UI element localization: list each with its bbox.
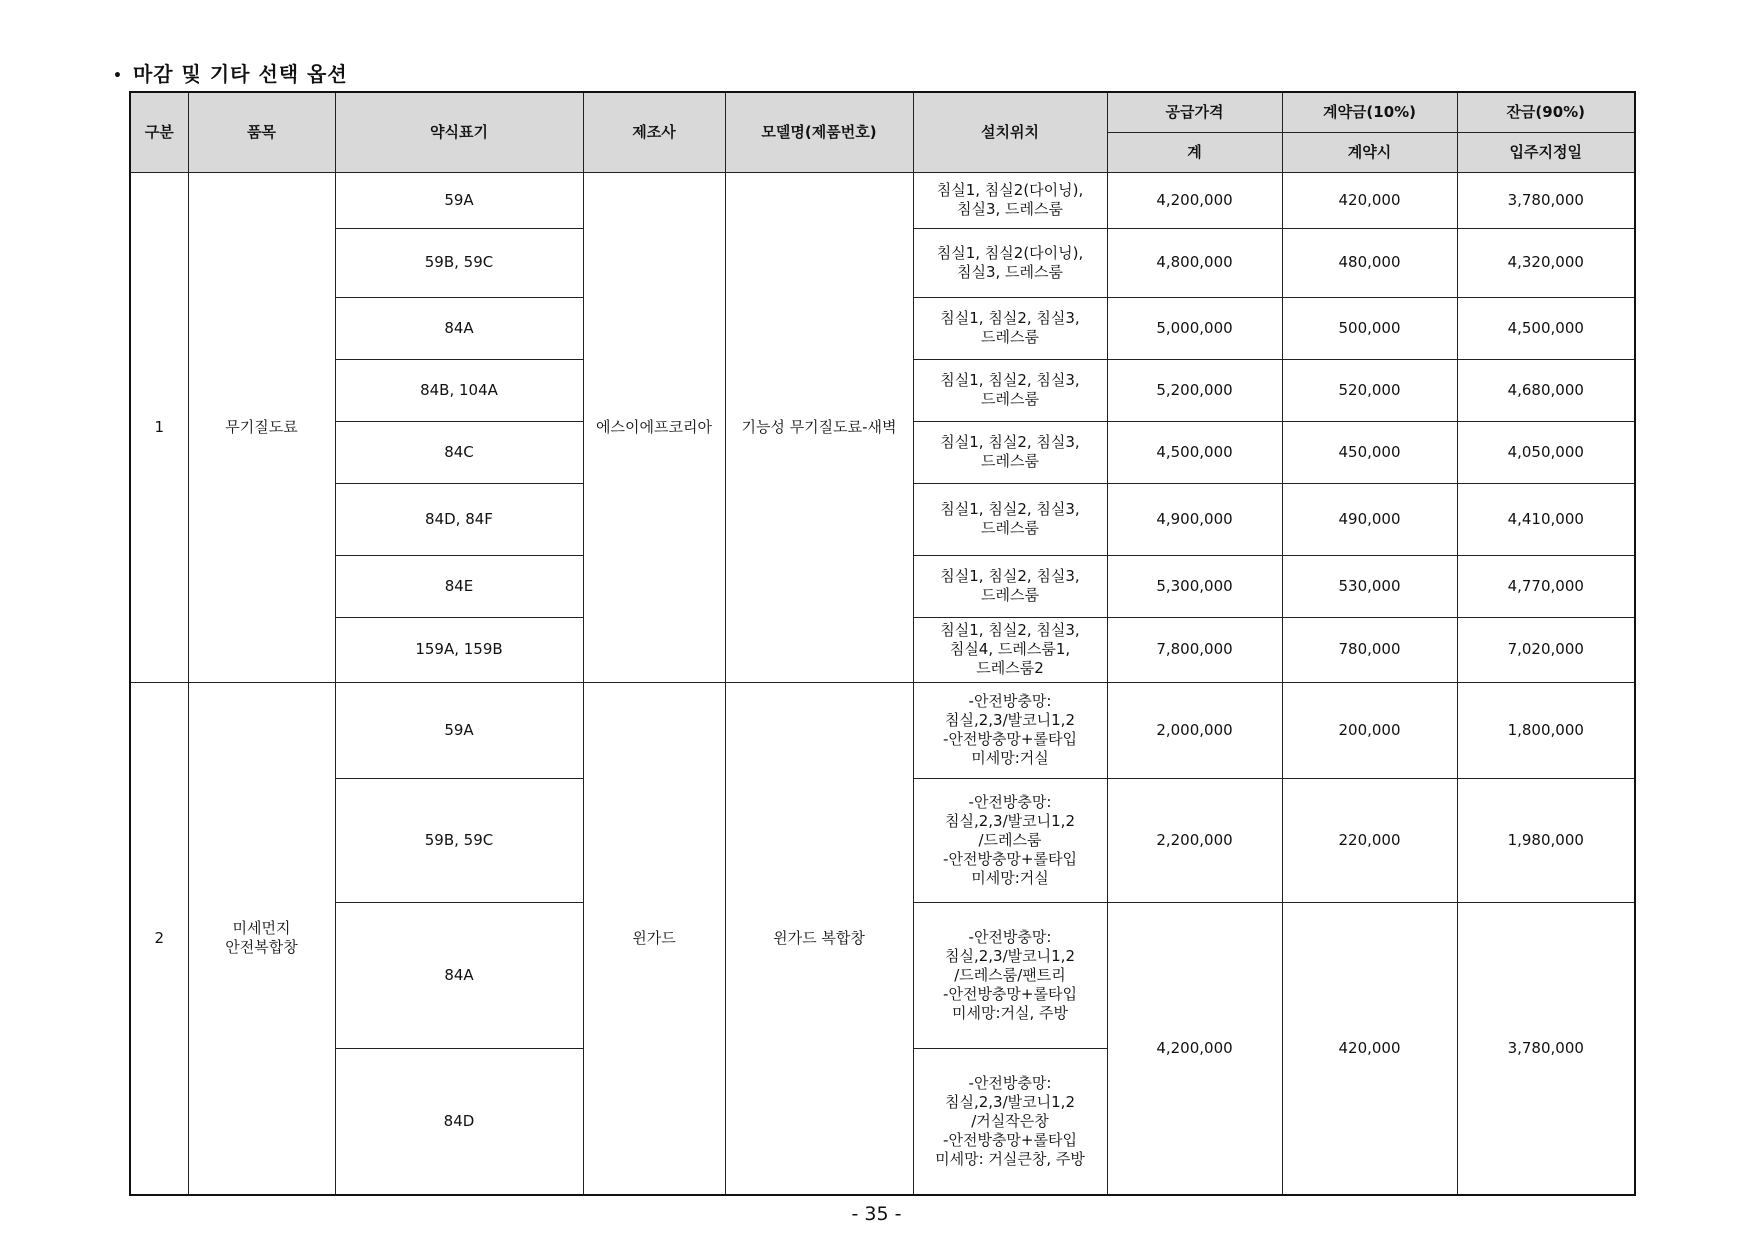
header-location: 설치위치	[913, 92, 1107, 172]
group-item: 미세먼지 안전복합창	[188, 682, 335, 1195]
location-cell: 침실1, 침실2(다이닝), 침실3, 드레스룸	[913, 172, 1107, 228]
location-cell: -안전방충망: 침실,2,3/발코니1,2 /드레스룸/팬트리 -안전방충망+롤타입 미세망:거실, 주방	[913, 902, 1107, 1048]
header-model: 모델명(제품번호)	[725, 92, 913, 172]
location-cell: 침실1, 침실2, 침실3, 드레스룸	[913, 297, 1107, 359]
deposit-cell: 530,000	[1282, 555, 1457, 617]
balance-cell: 4,320,000	[1457, 228, 1635, 297]
location-cell: 침실1, 침실2(다이닝), 침실3, 드레스룸	[913, 228, 1107, 297]
header-deposit: 계약금(10%)	[1282, 92, 1457, 132]
type-cell: 59B, 59C	[335, 228, 583, 297]
price-cell: 2,200,000	[1107, 778, 1282, 902]
deposit-cell: 490,000	[1282, 483, 1457, 555]
header-item: 품목	[188, 92, 335, 172]
price-cell: 4,200,000	[1107, 172, 1282, 228]
subheader-at-contract: 계약시	[1282, 132, 1457, 172]
header-balance: 잔금(90%)	[1457, 92, 1635, 132]
deposit-cell: 780,000	[1282, 617, 1457, 682]
maker-cell: 에스이에프코리아	[583, 172, 725, 682]
price-cell: 5,300,000	[1107, 555, 1282, 617]
balance-cell: 4,770,000	[1457, 555, 1635, 617]
group-number: 1	[130, 172, 188, 682]
header-supply-price: 공급가격	[1107, 92, 1282, 132]
model-cell: 윈가드 복합창	[725, 682, 913, 1195]
location-cell: 침실1, 침실2, 침실3, 드레스룸	[913, 555, 1107, 617]
type-cell: 59A	[335, 172, 583, 228]
section-heading	[113, 58, 348, 87]
balance-cell: 4,050,000	[1457, 421, 1635, 483]
model-cell: 기능성 무기질도료-새벽	[725, 172, 913, 682]
maker-cell: 윈가드	[583, 682, 725, 1195]
options-table	[129, 91, 1636, 1196]
page-number: - 35 -	[851, 1203, 902, 1225]
balance-cell: 3,780,000	[1457, 172, 1635, 228]
header-maker: 제조사	[583, 92, 725, 172]
bullet-icon: •	[113, 67, 123, 84]
type-cell: 84C	[335, 421, 583, 483]
type-cell: 84A	[335, 297, 583, 359]
deposit-cell: 500,000	[1282, 297, 1457, 359]
type-cell: 84D, 84F	[335, 483, 583, 555]
type-cell: 84A	[335, 902, 583, 1048]
subheader-move-in-date: 입주지정일	[1457, 132, 1635, 172]
type-cell: 84B, 104A	[335, 359, 583, 421]
type-cell: 159A, 159B	[335, 617, 583, 682]
table-row	[130, 682, 1635, 778]
header-category: 구분	[130, 92, 188, 172]
price-cell: 4,200,000	[1107, 902, 1282, 1195]
balance-cell: 1,800,000	[1457, 682, 1635, 778]
deposit-cell: 420,000	[1282, 902, 1457, 1195]
location-cell: 침실1, 침실2, 침실3, 드레스룸	[913, 483, 1107, 555]
balance-cell: 7,020,000	[1457, 617, 1635, 682]
deposit-cell: 520,000	[1282, 359, 1457, 421]
balance-cell: 4,500,000	[1457, 297, 1635, 359]
header-type: 약식표기	[335, 92, 583, 172]
deposit-cell: 480,000	[1282, 228, 1457, 297]
type-cell: 59B, 59C	[335, 778, 583, 902]
location-cell: -안전방충망: 침실,2,3/발코니1,2 /드레스룸 -안전방충망+롤타입 미세망:거실	[913, 778, 1107, 902]
balance-cell: 1,980,000	[1457, 778, 1635, 902]
section-title: 마감 및 기타 선택 옵션	[132, 62, 348, 86]
deposit-cell: 200,000	[1282, 682, 1457, 778]
type-cell: 84D	[335, 1048, 583, 1195]
location-cell: 침실1, 침실2, 침실3, 드레스룸	[913, 421, 1107, 483]
price-cell: 5,000,000	[1107, 297, 1282, 359]
deposit-cell: 220,000	[1282, 778, 1457, 902]
balance-cell: 3,780,000	[1457, 902, 1635, 1195]
type-cell: 84E	[335, 555, 583, 617]
deposit-cell: 420,000	[1282, 172, 1457, 228]
location-cell: 침실1, 침실2, 침실3, 드레스룸	[913, 359, 1107, 421]
table-row	[130, 172, 1635, 228]
group-item: 무기질도료	[188, 172, 335, 682]
location-cell: 침실1, 침실2, 침실3, 침실4, 드레스룸1, 드레스룸2	[913, 617, 1107, 682]
deposit-cell: 450,000	[1282, 421, 1457, 483]
group-number: 2	[130, 682, 188, 1195]
balance-cell: 4,410,000	[1457, 483, 1635, 555]
subheader-total: 계	[1107, 132, 1282, 172]
price-cell: 4,800,000	[1107, 228, 1282, 297]
price-cell: 7,800,000	[1107, 617, 1282, 682]
location-cell: -안전방충망: 침실,2,3/발코니1,2 /거실작은창 -안전방충망+롤타입 미세망: 거실큰창, 주방	[913, 1048, 1107, 1195]
location-cell: -안전방충망: 침실,2,3/발코니1,2 -안전방충망+롤타입 미세망:거실	[913, 682, 1107, 778]
balance-cell: 4,680,000	[1457, 359, 1635, 421]
price-cell: 4,500,000	[1107, 421, 1282, 483]
price-cell: 2,000,000	[1107, 682, 1282, 778]
price-cell: 4,900,000	[1107, 483, 1282, 555]
type-cell: 59A	[335, 682, 583, 778]
price-cell: 5,200,000	[1107, 359, 1282, 421]
